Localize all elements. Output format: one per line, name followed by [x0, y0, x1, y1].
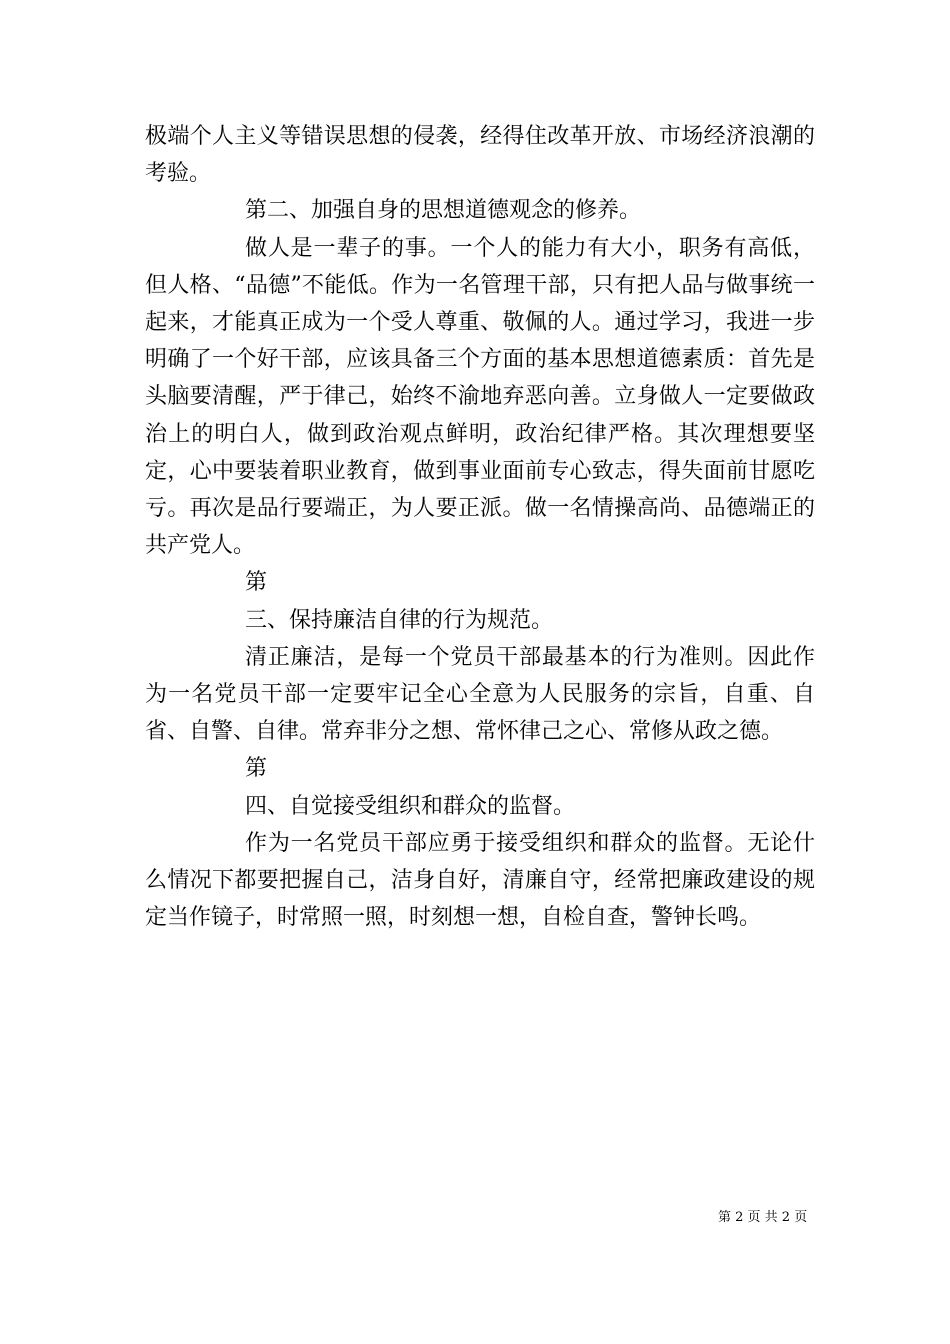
paragraph-heading-second: 第二、加强自身的思想道德观念的修养。 — [245, 198, 642, 224]
paragraph-supervision: 作为一名党员干部应勇于接受组织和群众的监督。无论什么情况下都要把握自己，洁身自好，清廉自守，经常把廉政建设的规定当作镜子，时常照一照，时刻想一想，自检自查，警钟长鸣。 — [145, 830, 815, 931]
paragraph-heading-fourth: 四、自觉接受组织和群众的监督。 — [245, 793, 576, 819]
paragraph-heading-third: 三、保持廉洁自律的行为规范。 — [245, 607, 554, 633]
paragraph-integrity: 清正廉洁，是每一个党员干部最基本的行为准则。因此作为一名党员干部一定要牢记全心全意为人民服务的宗旨，自重、自省、自警、自律。常弃非分之想、常怀律己之心、常修从政之德。 — [145, 644, 815, 745]
paragraph-continuation: 极端个人主义等错误思想的侵袭，经得住改革开放、市场经济浪潮的考验。 — [145, 124, 815, 187]
paragraph-heading-fourth-prefix: 第 — [245, 756, 268, 782]
paragraph-heading-third-prefix: 第 — [245, 570, 268, 596]
document-body — [145, 118, 815, 936]
paragraph-moral-cultivation: 做人是一辈子的事。一个人的能力有大小，职务有高低，但人格、“品德”不能低。作为一名管理干部，只有把人品与做事统一起来，才能真正成为一个受人尊重、敬佩的人。通过学习，我进一步明确了一个好干部，应该具备三个方面的基本思想道德素质：首先是头脑要清醒，严于律己，始终不渝地弃恶向善。立身做人一定要做政治上的明白人，做到政治观点鲜明，政治纪律严格。其次理想要坚定，心中要装着职业教育，做到事业面前专心致志，得失面前甘愿吃亏。再次是品行要端正，为人要正派。做一名情操高尚、品德端正的共产党人。 — [145, 235, 815, 559]
page-number-footer: 第 2 页 共 2 页 — [718, 1210, 808, 1225]
